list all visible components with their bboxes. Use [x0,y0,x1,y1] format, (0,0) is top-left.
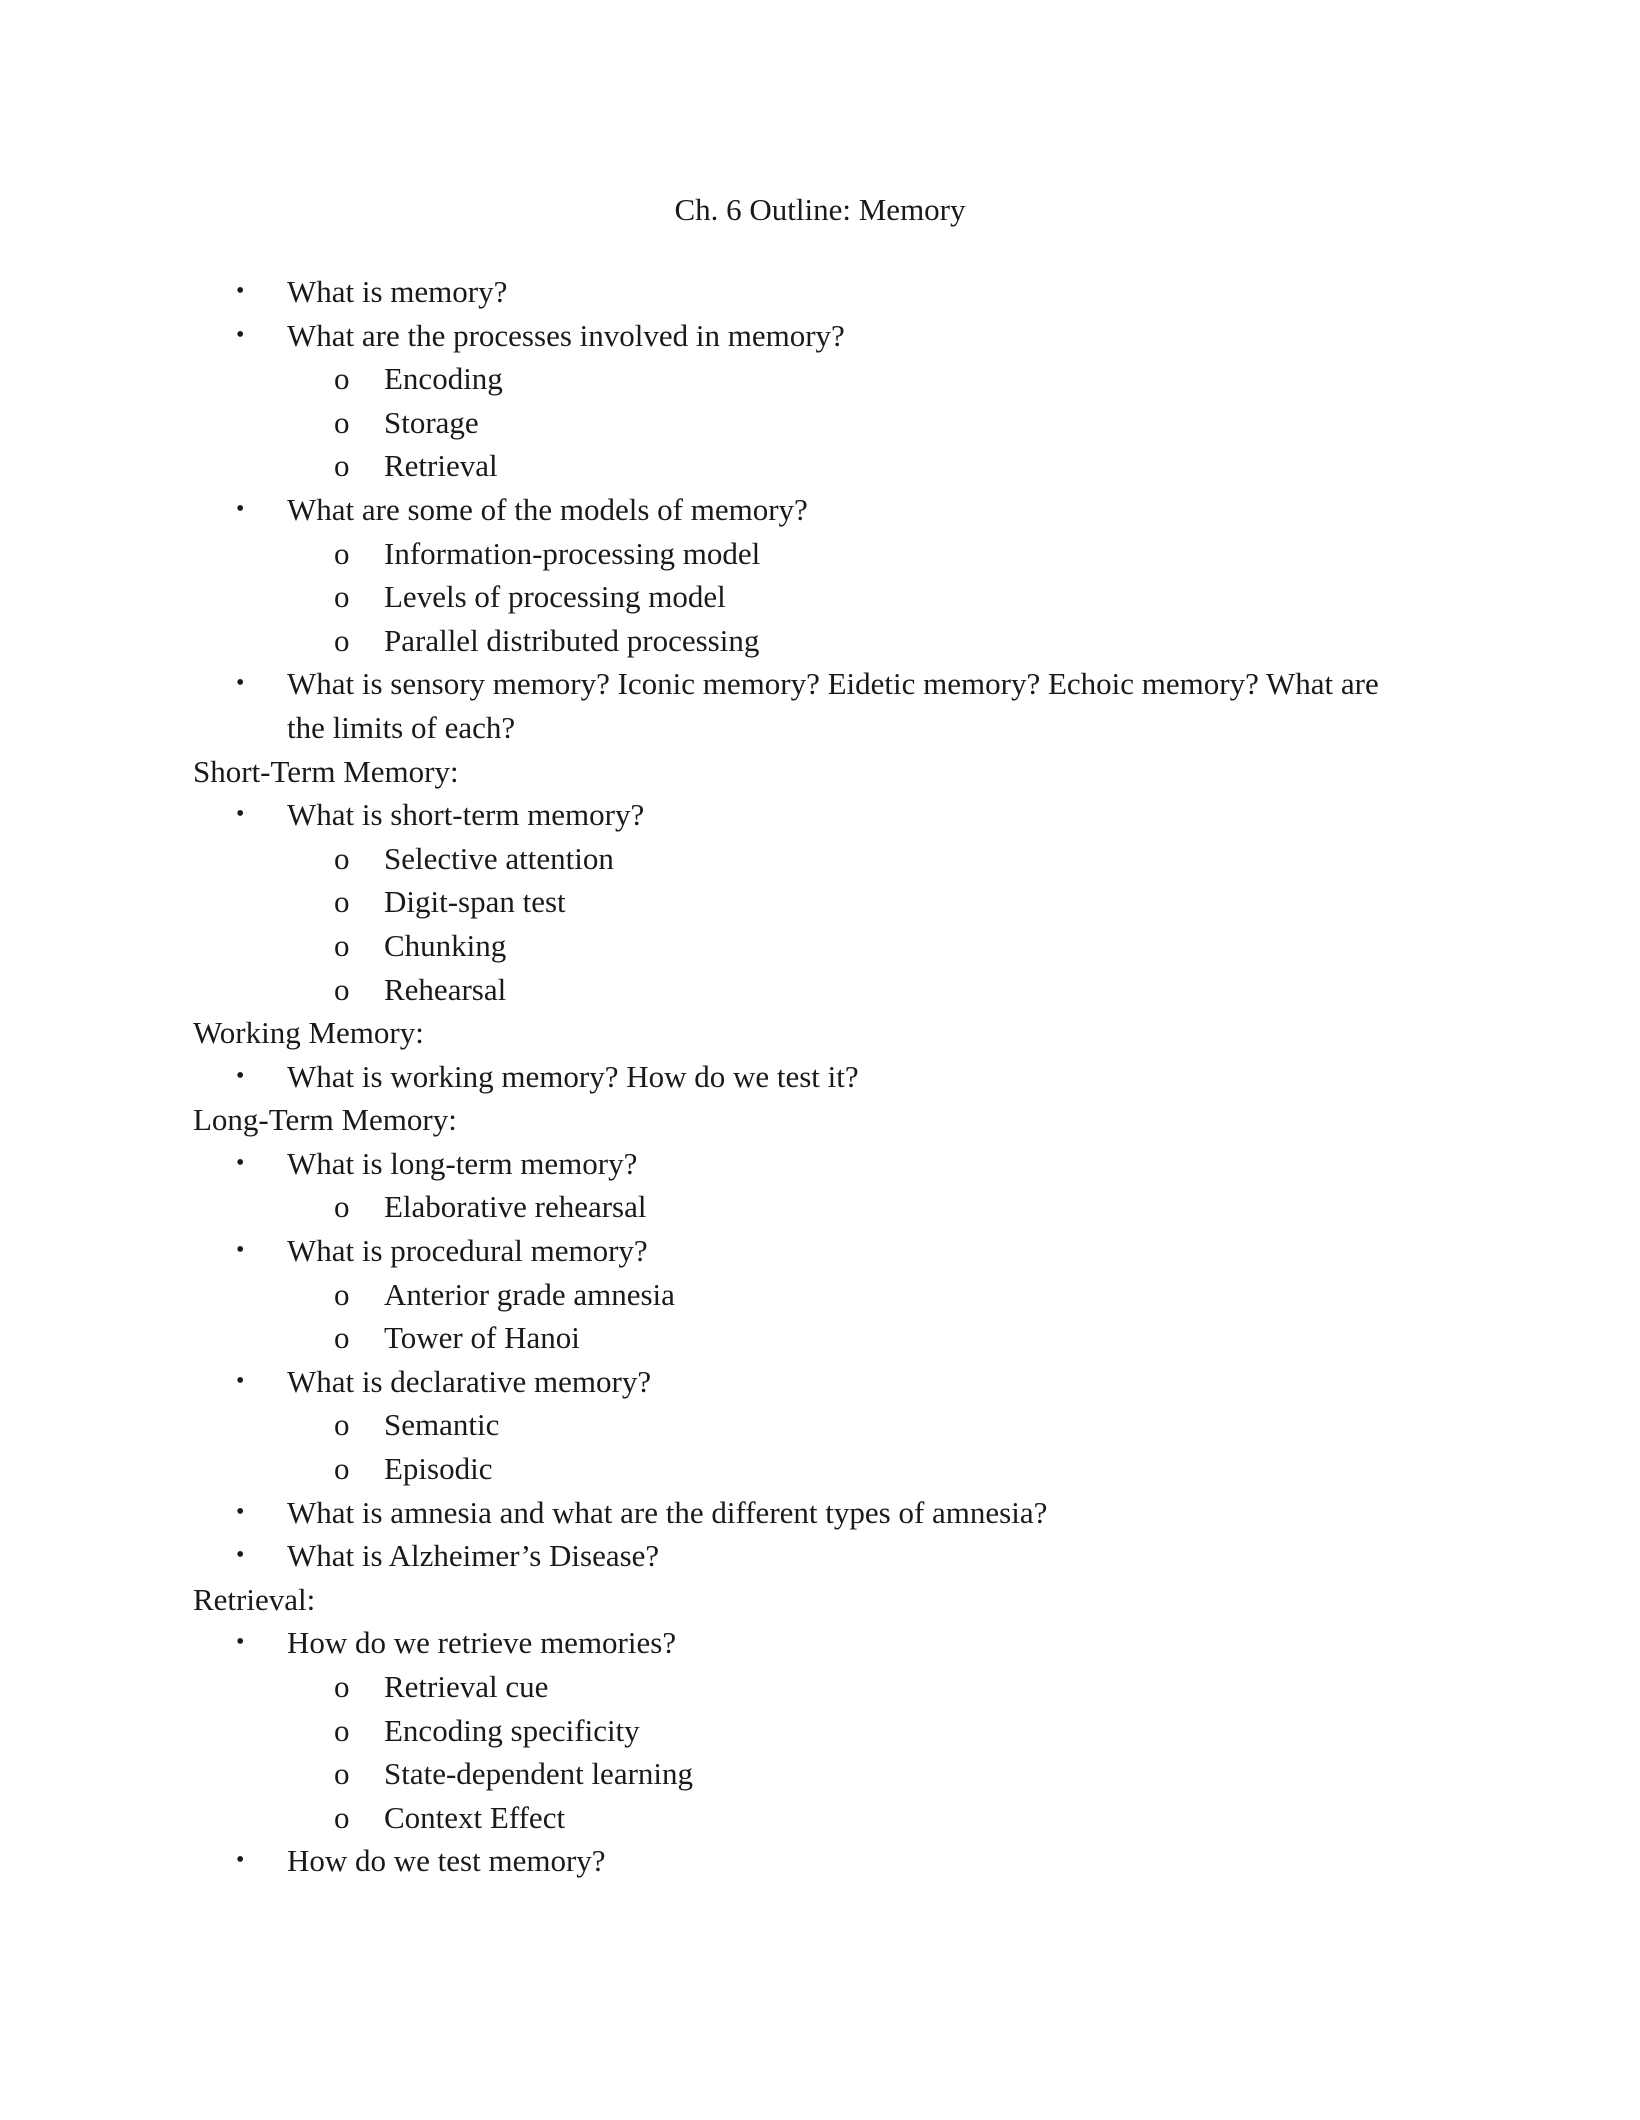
outline-text: What is declarative memory? [287,1363,652,1399]
bullet-icon: • [236,321,245,348]
sub-bullet-icon: o [334,1407,350,1443]
outline-text: Digit-span test [384,884,566,920]
sub-bullet-icon: o [334,448,350,484]
section-heading [0,1098,1640,1142]
page-title: Ch. 6 Outline: Memory [674,192,966,227]
outline-subitem [0,575,1640,619]
outline-text: Elaborative rehearsal [384,1189,647,1225]
sub-bullet-icon: o [334,1276,350,1312]
sub-bullet-icon: o [334,622,350,658]
outline-subitem [0,1403,1640,1447]
outline-text: Chunking [384,927,507,963]
outline-subitem [0,1273,1640,1317]
sub-bullet-icon: o [334,971,350,1007]
outline-item [0,488,1640,532]
outline-item [0,662,1640,749]
sub-bullet-icon: o [334,1712,350,1748]
outline-text: Semantic [384,1407,500,1443]
outline-item [0,1534,1640,1578]
outline-subitem [0,401,1640,445]
outline-text: Short-Term Memory: [193,753,459,789]
bullet-icon: • [236,1062,245,1089]
outline-text: Encoding [384,361,503,397]
outline-item [0,1360,1640,1404]
sub-bullet-icon: o [334,361,350,397]
outline-subitem [0,444,1640,488]
bullet-icon: • [236,1629,245,1656]
outline-text: Retrieval cue [384,1669,549,1704]
sub-bullet-icon: o [334,1451,350,1487]
outline-subitem [0,1316,1640,1360]
sub-bullet-icon: o [334,840,350,876]
bullet-icon: • [236,1847,245,1874]
sub-bullet-icon: o [334,1756,350,1792]
sub-bullet-icon: o [334,1799,350,1835]
outline-subitem [0,1709,1640,1753]
outline-text: Working Memory: [193,1015,424,1051]
bullet-icon: • [236,278,245,304]
outline-text: What are some of the models of memory? [287,491,808,527]
outline-text: Episodic [384,1451,493,1487]
outline-text: What are the processes involved in memory? [287,317,845,353]
outline-item [0,793,1640,837]
outline-text: Levels of processing model [384,579,726,615]
bullet-icon: • [236,1542,245,1569]
sub-bullet-icon: o [334,884,350,920]
outline-item [0,314,1640,358]
outline-item [0,1229,1640,1273]
sub-bullet-icon: o [334,927,350,963]
outline-item [0,1055,1640,1099]
outline-text: State-dependent learning [384,1756,694,1792]
section-heading [0,750,1640,794]
outline-item [0,1142,1640,1186]
outline-item [0,270,1640,314]
outline-text: Parallel distributed processing [384,622,760,658]
section-heading [0,1578,1640,1622]
outline-text: What is long-term memory? [287,1145,638,1181]
outline-text: Retrieval [384,448,498,484]
outline-subitem [0,1796,1640,1840]
outline-subitem [0,1665,1640,1709]
outline-text: How do we retrieve memories? [287,1625,677,1661]
outline-text: Tower of Hanoi [384,1320,580,1356]
outline-item [0,1621,1640,1665]
outline-item [0,1491,1640,1535]
sub-bullet-icon: o [334,579,350,615]
outline-subitem [0,837,1640,881]
outline-text: What is memory? [287,274,508,309]
outline-text: Information-processing model [384,535,761,571]
outline-item [0,1839,1640,1883]
bullet-icon: • [236,1498,245,1525]
outline-text: Anterior grade amnesia [384,1276,675,1312]
sub-bullet-icon: o [334,1320,350,1356]
outline-subitem [0,1185,1640,1229]
outline-text: Long-Term Memory: [193,1102,457,1138]
sub-bullet-icon: o [334,404,350,440]
bullet-icon: • [236,1237,245,1264]
outline-text: What is sensory memory? Iconic memory? Eidetic memory? Echoic memory? What are the limits of each? [287,666,1379,745]
outline-text: Context Effect [384,1799,566,1835]
bullet-icon: • [236,801,245,828]
outline-subitem [0,1447,1640,1491]
outline-text: What is Alzheimer’s Disease? [287,1538,660,1574]
outline-text: Rehearsal [384,971,507,1007]
outline-text: Storage [384,404,479,440]
outline-text: What is working memory? How do we test it? [287,1058,859,1094]
outline-subitem [0,968,1640,1012]
outline-text: What is short-term memory? [287,797,645,833]
section-heading [0,1011,1640,1055]
bullet-icon: • [236,1149,245,1176]
outline-subitem [0,880,1640,924]
outline-subitem [0,357,1640,401]
bullet-icon: • [236,495,245,522]
outline-subitem [0,1752,1640,1796]
outline-text: Encoding specificity [384,1712,640,1748]
sub-bullet-icon: o [334,1669,350,1704]
outline-subitem [0,619,1640,663]
outline-text: What is amnesia and what are the different types of amnesia? [287,1494,1048,1530]
outline-list [0,270,1640,1883]
bullet-icon: • [236,1367,245,1394]
outline-text: How do we test memory? [287,1843,606,1879]
outline-text: Retrieval: [193,1581,316,1617]
outline-text: What is procedural memory? [287,1233,648,1269]
outline-subitem [0,532,1640,576]
sub-bullet-icon: o [334,535,350,571]
outline-subitem [0,924,1640,968]
outline-text: Selective attention [384,840,614,876]
bullet-icon: • [236,670,245,697]
sub-bullet-icon: o [334,1189,350,1225]
